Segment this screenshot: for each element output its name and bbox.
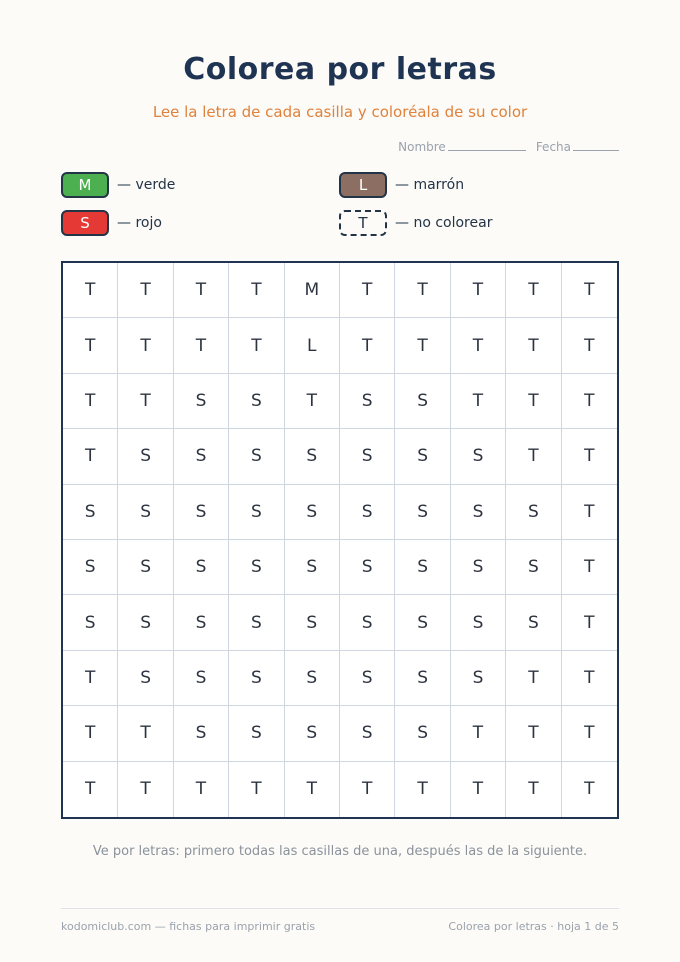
grid-cell[interactable]: T xyxy=(451,762,506,817)
grid-cell[interactable]: T xyxy=(562,374,617,429)
grid-cell[interactable]: S xyxy=(229,540,284,595)
grid-cell[interactable]: T xyxy=(174,762,229,817)
grid-cell[interactable]: S xyxy=(174,485,229,540)
grid-cell[interactable]: T xyxy=(395,762,450,817)
grid-cell[interactable]: T xyxy=(562,651,617,706)
grid-cell[interactable]: S xyxy=(229,485,284,540)
name-line xyxy=(448,139,526,151)
grid-cell[interactable]: T xyxy=(118,706,173,761)
grid-cell[interactable]: T xyxy=(395,318,450,373)
grid-cell[interactable]: T xyxy=(63,706,118,761)
page-title: Colorea por letras xyxy=(183,52,497,87)
grid-cell[interactable]: T xyxy=(506,318,561,373)
grid-cell[interactable]: S xyxy=(229,429,284,484)
grid-cell[interactable]: T xyxy=(506,762,561,817)
grid-cell[interactable]: M xyxy=(285,263,340,318)
grid-cell[interactable]: S xyxy=(285,706,340,761)
grid-cell[interactable]: T xyxy=(63,651,118,706)
letter-grid xyxy=(61,261,619,819)
grid-cell[interactable]: T xyxy=(229,263,284,318)
grid-cell[interactable]: T xyxy=(506,429,561,484)
grid-cell[interactable]: T xyxy=(506,706,561,761)
grid-cell[interactable]: T xyxy=(584,779,595,800)
grid-cell[interactable]: S xyxy=(451,540,506,595)
grid-cell[interactable]: T xyxy=(562,263,617,318)
grid-cell[interactable]: T xyxy=(562,318,617,373)
grid-cell[interactable]: T xyxy=(285,374,340,429)
grid-cell[interactable]: S xyxy=(118,651,173,706)
footer-site: kodomiclub.com — fichas para imprimir gratis xyxy=(61,920,316,933)
name-date-fields xyxy=(398,139,619,154)
grid-cell[interactable]: S xyxy=(395,540,450,595)
grid-cell[interactable]: T xyxy=(118,762,173,817)
grid-cell[interactable]: T xyxy=(340,318,395,373)
legend-letter: L xyxy=(358,176,368,194)
grid-cell[interactable]: S xyxy=(395,485,450,540)
legend-swatch-no-color xyxy=(339,210,387,236)
grid-cell[interactable]: T xyxy=(174,263,229,318)
grid-cell[interactable]: L xyxy=(285,318,340,373)
grid-cell[interactable]: S xyxy=(285,540,340,595)
grid-cell[interactable]: S xyxy=(506,595,561,650)
grid-cell[interactable]: S xyxy=(506,540,561,595)
grid-cell[interactable]: S xyxy=(340,540,395,595)
grid-cell[interactable]: S xyxy=(340,651,395,706)
grid-cell[interactable]: T xyxy=(562,429,617,484)
grid-cell[interactable]: S xyxy=(395,429,450,484)
legend-label: — marrón xyxy=(395,177,465,193)
grid-cell[interactable]: S xyxy=(118,540,173,595)
grid-cell[interactable]: S xyxy=(118,485,173,540)
grid-cell[interactable]: T xyxy=(63,429,118,484)
legend-item-brown xyxy=(339,172,464,198)
grid-cell[interactable]: S xyxy=(174,429,229,484)
instruction-hint: Ve por letras: primero todas las casillas de una, después las de la siguiente. xyxy=(92,844,588,859)
grid-cell[interactable]: T xyxy=(451,318,506,373)
legend-label: — no colorear xyxy=(395,215,493,231)
grid-cell[interactable]: T xyxy=(63,762,118,817)
grid-cell[interactable]: S xyxy=(340,374,395,429)
grid-cell[interactable]: S xyxy=(63,485,118,540)
grid-cell[interactable]: S xyxy=(174,374,229,429)
grid-cell[interactable]: T xyxy=(285,762,340,817)
grid-cell[interactable]: T xyxy=(451,374,506,429)
legend-letter: S xyxy=(80,214,90,232)
grid-cell[interactable]: T xyxy=(118,318,173,373)
grid-cell[interactable]: S xyxy=(506,485,561,540)
grid-cell[interactable]: T xyxy=(229,762,284,817)
grid-cell[interactable]: T xyxy=(506,374,561,429)
grid-cell[interactable]: S xyxy=(174,706,229,761)
grid-cell[interactable]: T xyxy=(229,318,284,373)
grid-cell[interactable]: S xyxy=(174,651,229,706)
legend-item-green xyxy=(61,172,175,198)
date-label: Fecha xyxy=(535,140,571,154)
legend-swatch-green xyxy=(61,172,109,198)
legend-letter: M xyxy=(78,176,92,194)
grid-cell[interactable]: S xyxy=(451,651,506,706)
grid-cell[interactable]: T xyxy=(562,706,617,761)
legend-swatch-brown xyxy=(339,172,387,198)
grid-cell[interactable]: T xyxy=(506,263,561,318)
date-field xyxy=(536,139,619,154)
grid-cell[interactable]: S xyxy=(395,374,450,429)
legend-letter: T xyxy=(358,214,368,232)
grid-cell[interactable]: S xyxy=(285,485,340,540)
grid-cell[interactable]: T xyxy=(118,374,173,429)
grid-cell[interactable]: S xyxy=(340,429,395,484)
grid-cell[interactable]: S xyxy=(63,540,118,595)
grid-cell[interactable]: T xyxy=(63,318,118,373)
grid-cell[interactable]: S xyxy=(118,429,173,484)
grid-cell[interactable]: T xyxy=(562,540,617,595)
grid-cell[interactable]: S xyxy=(229,374,284,429)
grid-cell[interactable]: S xyxy=(451,485,506,540)
name-field xyxy=(398,139,526,154)
grid-cell[interactable]: S xyxy=(174,540,229,595)
grid-cell[interactable]: S xyxy=(340,595,395,650)
grid-cell[interactable]: S xyxy=(285,429,340,484)
grid-cell[interactable]: T xyxy=(395,263,450,318)
grid-cell[interactable]: S xyxy=(63,595,118,650)
grid-cell[interactable]: S xyxy=(340,706,395,761)
grid-cell[interactable]: T xyxy=(63,263,118,318)
footer-divider xyxy=(61,908,619,909)
grid-cell[interactable]: S xyxy=(451,595,506,650)
grid-cell[interactable]: T xyxy=(451,706,506,761)
grid-cell[interactable]: T xyxy=(506,651,561,706)
grid-cell[interactable]: S xyxy=(285,651,340,706)
grid-cell[interactable]: S xyxy=(229,595,284,650)
grid-cell[interactable]: T xyxy=(174,318,229,373)
grid-cell[interactable]: T xyxy=(340,263,395,318)
grid-cell[interactable]: T xyxy=(562,485,617,540)
grid-cell[interactable]: S xyxy=(229,706,284,761)
legend-item-no-color xyxy=(339,210,492,236)
grid-cell[interactable]: T xyxy=(451,263,506,318)
grid-cell[interactable]: T xyxy=(63,374,118,429)
legend-label: — verde xyxy=(117,177,176,193)
legend-item-red xyxy=(61,210,162,236)
grid-cell[interactable]: S xyxy=(118,595,173,650)
grid-cell[interactable]: S xyxy=(395,651,450,706)
grid-cell[interactable]: S xyxy=(229,651,284,706)
grid-cell[interactable]: S xyxy=(451,429,506,484)
grid-cell[interactable]: T xyxy=(340,762,395,817)
legend-label: — rojo xyxy=(117,215,162,231)
legend-swatch-red xyxy=(61,210,109,236)
grid-cell[interactable]: T xyxy=(118,263,173,318)
grid-cell[interactable]: S xyxy=(285,595,340,650)
grid-cell[interactable]: S xyxy=(174,595,229,650)
page-subtitle: Lee la letra de cada casilla y coloréala de su color xyxy=(152,103,528,121)
grid-cell[interactable]: S xyxy=(395,706,450,761)
grid-cell[interactable]: S xyxy=(395,595,450,650)
footer-sheet-info: Colorea por letras · hoja 1 de 5 xyxy=(448,920,619,933)
date-line xyxy=(573,139,619,151)
name-label: Nombre xyxy=(398,140,446,154)
grid-cell[interactable]: T xyxy=(562,595,617,650)
grid-cell[interactable]: S xyxy=(340,485,395,540)
